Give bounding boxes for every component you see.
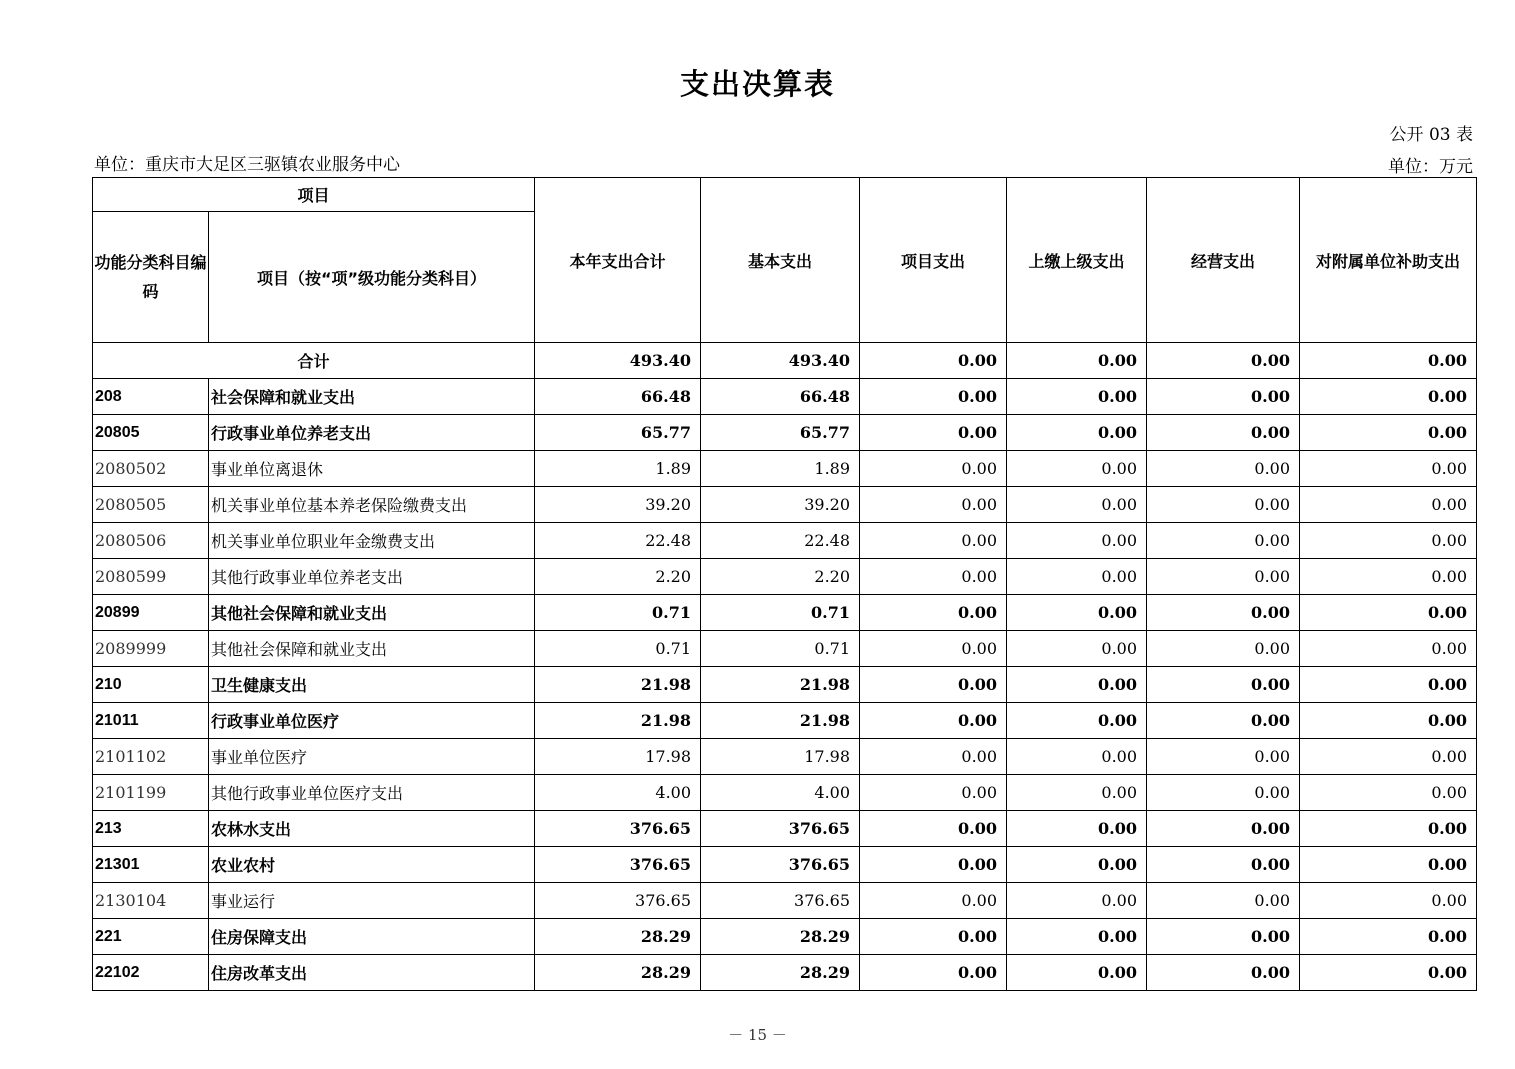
header-item: 项目 bbox=[93, 178, 535, 212]
header-col-total: 本年支出合计 bbox=[535, 178, 701, 343]
row-value: 0.00 bbox=[860, 847, 1007, 883]
header-col-project: 项目支出 bbox=[860, 178, 1007, 343]
row-value: 0.00 bbox=[1300, 955, 1477, 991]
total-value: 0.00 bbox=[860, 343, 1007, 379]
row-code: 210 bbox=[93, 667, 209, 703]
row-value: 0.00 bbox=[1300, 415, 1477, 451]
row-value: 21.98 bbox=[701, 667, 860, 703]
total-value: 0.00 bbox=[1300, 343, 1477, 379]
page-title: 支出决算表 bbox=[679, 67, 835, 101]
row-value: 0.00 bbox=[1300, 523, 1477, 559]
row-value: 0.00 bbox=[1007, 667, 1147, 703]
total-value: 0.00 bbox=[1147, 343, 1300, 379]
row-name: 农业农村 bbox=[209, 847, 535, 883]
row-value: 0.00 bbox=[1300, 379, 1477, 415]
row-value: 0.00 bbox=[1147, 379, 1300, 415]
row-value: 22.48 bbox=[701, 523, 860, 559]
row-name: 事业运行 bbox=[209, 883, 535, 919]
row-value: 0.00 bbox=[1147, 739, 1300, 775]
row-value: 0.00 bbox=[1300, 883, 1477, 919]
row-value: 28.29 bbox=[701, 955, 860, 991]
row-value: 0.00 bbox=[1147, 667, 1300, 703]
table-row bbox=[93, 487, 1477, 523]
row-name: 社会保障和就业支出 bbox=[209, 379, 535, 415]
header-col-subsidy: 对附属单位补助支出 bbox=[1300, 178, 1477, 343]
row-value: 22.48 bbox=[535, 523, 701, 559]
row-value: 0.00 bbox=[1007, 379, 1147, 415]
currency-unit: 单位：万元 bbox=[1388, 157, 1473, 177]
row-code: 22102 bbox=[93, 955, 209, 991]
row-value: 0.00 bbox=[1147, 811, 1300, 847]
table-row bbox=[93, 631, 1477, 667]
row-code: 221 bbox=[93, 919, 209, 955]
table-row bbox=[93, 883, 1477, 919]
row-value: 65.77 bbox=[535, 415, 701, 451]
row-value: 0.00 bbox=[1147, 631, 1300, 667]
row-code: 2080599 bbox=[93, 559, 209, 595]
row-value: 4.00 bbox=[701, 775, 860, 811]
row-name: 其他行政事业单位养老支出 bbox=[209, 559, 535, 595]
total-row bbox=[93, 343, 1477, 379]
row-value: 21.98 bbox=[535, 667, 701, 703]
table-row bbox=[93, 955, 1477, 991]
row-value: 0.00 bbox=[860, 739, 1007, 775]
row-value: 66.48 bbox=[701, 379, 860, 415]
row-name: 卫生健康支出 bbox=[209, 667, 535, 703]
row-code: 20805 bbox=[93, 415, 209, 451]
row-value: 0.00 bbox=[1147, 451, 1300, 487]
row-code: 21301 bbox=[93, 847, 209, 883]
row-value: 0.00 bbox=[860, 883, 1007, 919]
table-row bbox=[93, 415, 1477, 451]
table-row bbox=[93, 379, 1477, 415]
header-col-operating: 经营支出 bbox=[1147, 178, 1300, 343]
header-col-remit: 上缴上级支出 bbox=[1007, 178, 1147, 343]
row-name: 住房保障支出 bbox=[209, 919, 535, 955]
row-code: 2080502 bbox=[93, 451, 209, 487]
row-value: 0.00 bbox=[1147, 847, 1300, 883]
row-name: 事业单位医疗 bbox=[209, 739, 535, 775]
row-value: 2.20 bbox=[701, 559, 860, 595]
row-name: 事业单位离退休 bbox=[209, 451, 535, 487]
row-value: 0.71 bbox=[535, 631, 701, 667]
row-value: 0.00 bbox=[860, 415, 1007, 451]
table-row bbox=[93, 703, 1477, 739]
row-value: 0.00 bbox=[1300, 775, 1477, 811]
row-value: 1.89 bbox=[701, 451, 860, 487]
total-value: 493.40 bbox=[701, 343, 860, 379]
row-value: 0.00 bbox=[1147, 883, 1300, 919]
total-value: 0.00 bbox=[1007, 343, 1147, 379]
row-value: 0.00 bbox=[1300, 487, 1477, 523]
row-code: 213 bbox=[93, 811, 209, 847]
row-code: 208 bbox=[93, 379, 209, 415]
row-value: 21.98 bbox=[535, 703, 701, 739]
row-value: 0.00 bbox=[1007, 775, 1147, 811]
row-value: 0.00 bbox=[860, 559, 1007, 595]
row-name: 行政事业单位医疗 bbox=[209, 703, 535, 739]
row-value: 0.00 bbox=[1007, 811, 1147, 847]
expenditure-table bbox=[92, 177, 1477, 991]
row-value: 0.00 bbox=[860, 631, 1007, 667]
row-value: 39.20 bbox=[535, 487, 701, 523]
reporting-unit: 单位：重庆市大足区三驱镇农业服务中心 bbox=[94, 155, 400, 175]
row-value: 17.98 bbox=[535, 739, 701, 775]
row-value: 0.00 bbox=[1147, 919, 1300, 955]
row-value: 0.00 bbox=[1147, 955, 1300, 991]
row-code: 21011 bbox=[93, 703, 209, 739]
table-row bbox=[93, 451, 1477, 487]
row-value: 0.00 bbox=[1007, 451, 1147, 487]
row-value: 0.00 bbox=[1300, 811, 1477, 847]
row-value: 0.00 bbox=[1300, 451, 1477, 487]
row-value: 0.71 bbox=[701, 631, 860, 667]
header-col-basic: 基本支出 bbox=[701, 178, 860, 343]
total-value: 493.40 bbox=[535, 343, 701, 379]
row-value: 0.00 bbox=[1007, 847, 1147, 883]
row-value: 376.65 bbox=[535, 811, 701, 847]
row-name: 其他社会保障和就业支出 bbox=[209, 595, 535, 631]
row-value: 0.00 bbox=[1007, 631, 1147, 667]
row-value: 28.29 bbox=[535, 955, 701, 991]
table-row bbox=[93, 739, 1477, 775]
row-value: 0.00 bbox=[1007, 523, 1147, 559]
table-number: 公开 03 表 bbox=[1389, 125, 1473, 145]
row-value: 0.00 bbox=[860, 667, 1007, 703]
row-value: 17.98 bbox=[701, 739, 860, 775]
row-value: 0.00 bbox=[1300, 631, 1477, 667]
row-value: 0.00 bbox=[1300, 847, 1477, 883]
table-row bbox=[93, 667, 1477, 703]
row-name: 机关事业单位职业年金缴费支出 bbox=[209, 523, 535, 559]
row-value: 376.65 bbox=[535, 883, 701, 919]
table-row bbox=[93, 775, 1477, 811]
row-value: 0.00 bbox=[860, 919, 1007, 955]
row-value: 0.00 bbox=[860, 487, 1007, 523]
row-value: 376.65 bbox=[701, 883, 860, 919]
row-value: 4.00 bbox=[535, 775, 701, 811]
row-value: 0.00 bbox=[1300, 559, 1477, 595]
row-code: 2101102 bbox=[93, 739, 209, 775]
row-value: 0.00 bbox=[1147, 703, 1300, 739]
header-code: 功能分类科目编码 bbox=[93, 212, 209, 343]
row-value: 0.71 bbox=[535, 595, 701, 631]
row-value: 0.71 bbox=[701, 595, 860, 631]
row-value: 376.65 bbox=[535, 847, 701, 883]
row-value: 21.98 bbox=[701, 703, 860, 739]
row-value: 39.20 bbox=[701, 487, 860, 523]
row-value: 0.00 bbox=[1007, 919, 1147, 955]
row-value: 0.00 bbox=[1300, 667, 1477, 703]
row-value: 0.00 bbox=[860, 379, 1007, 415]
row-value: 376.65 bbox=[701, 811, 860, 847]
header-name: 项目（按“项”级功能分类科目） bbox=[209, 212, 535, 343]
table-row bbox=[93, 523, 1477, 559]
row-value: 0.00 bbox=[860, 811, 1007, 847]
table-body bbox=[93, 343, 1477, 991]
row-value: 0.00 bbox=[860, 595, 1007, 631]
row-value: 0.00 bbox=[1147, 595, 1300, 631]
row-value: 28.29 bbox=[701, 919, 860, 955]
row-value: 65.77 bbox=[701, 415, 860, 451]
total-label: 合计 bbox=[93, 343, 535, 379]
row-code: 2089999 bbox=[93, 631, 209, 667]
row-code: 20899 bbox=[93, 595, 209, 631]
table-row bbox=[93, 595, 1477, 631]
row-value: 0.00 bbox=[1007, 415, 1147, 451]
row-name: 农林水支出 bbox=[209, 811, 535, 847]
row-name: 其他行政事业单位医疗支出 bbox=[209, 775, 535, 811]
row-value: 2.20 bbox=[535, 559, 701, 595]
row-name: 机关事业单位基本养老保险缴费支出 bbox=[209, 487, 535, 523]
row-value: 0.00 bbox=[1147, 415, 1300, 451]
row-value: 0.00 bbox=[1007, 595, 1147, 631]
row-value: 0.00 bbox=[1147, 775, 1300, 811]
row-code: 2101199 bbox=[93, 775, 209, 811]
table-row bbox=[93, 847, 1477, 883]
row-value: 0.00 bbox=[1300, 919, 1477, 955]
row-code: 2080505 bbox=[93, 487, 209, 523]
row-name: 住房改革支出 bbox=[209, 955, 535, 991]
row-name: 其他社会保障和就业支出 bbox=[209, 631, 535, 667]
table-row bbox=[93, 919, 1477, 955]
row-value: 376.65 bbox=[701, 847, 860, 883]
row-code: 2130104 bbox=[93, 883, 209, 919]
row-value: 0.00 bbox=[1300, 595, 1477, 631]
row-value: 0.00 bbox=[860, 955, 1007, 991]
row-value: 0.00 bbox=[1007, 883, 1147, 919]
row-value: 0.00 bbox=[1007, 955, 1147, 991]
row-name: 行政事业单位养老支出 bbox=[209, 415, 535, 451]
row-code: 2080506 bbox=[93, 523, 209, 559]
row-value: 0.00 bbox=[1147, 487, 1300, 523]
table-row bbox=[93, 811, 1477, 847]
row-value: 0.00 bbox=[1007, 487, 1147, 523]
page-number: － 15 － bbox=[728, 1026, 787, 1044]
row-value: 0.00 bbox=[860, 703, 1007, 739]
row-value: 0.00 bbox=[860, 775, 1007, 811]
row-value: 1.89 bbox=[535, 451, 701, 487]
row-value: 0.00 bbox=[860, 451, 1007, 487]
row-value: 0.00 bbox=[1007, 559, 1147, 595]
row-value: 0.00 bbox=[860, 523, 1007, 559]
row-value: 0.00 bbox=[1007, 703, 1147, 739]
row-value: 0.00 bbox=[1300, 703, 1477, 739]
row-value: 0.00 bbox=[1147, 523, 1300, 559]
row-value: 0.00 bbox=[1007, 739, 1147, 775]
table-row bbox=[93, 559, 1477, 595]
row-value: 0.00 bbox=[1300, 739, 1477, 775]
row-value: 0.00 bbox=[1147, 559, 1300, 595]
row-value: 66.48 bbox=[535, 379, 701, 415]
row-value: 28.29 bbox=[535, 919, 701, 955]
